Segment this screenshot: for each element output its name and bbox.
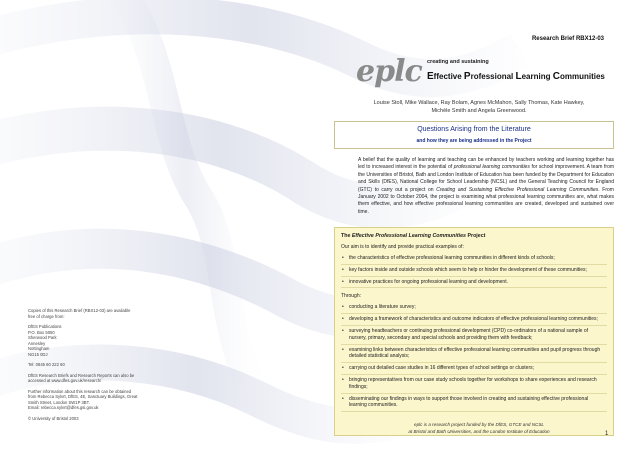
intro-text-3: . From January 2002 to October 2004, the project is examining what professional learning communities are, what makes them effective, and how effective professional learning communities are created, developed and sustained over time. [358,186,614,215]
questions-title: Questions Arising from the Literature [417,126,531,133]
list-item: • carrying out detailed case studies in 16 different types of school settings or clusters; [341,365,607,375]
questions-box [334,121,614,149]
authors-line-2: Michèle Smith and Angela Greenwood. [431,108,527,114]
address-line: DfES Publications [28,324,62,329]
list-item: • developing a framework of characteristics and outcome indicators of effective professional learning communities; [341,316,607,326]
title-cap-l: L [515,71,522,82]
title-rest-l: earning [521,72,553,81]
eplc-logo: eplc [356,54,422,89]
questions-subtitle: and how they are being addressed in the Project [416,138,532,144]
list-item: • innovative practices for ongoing professional learning and development. [341,279,607,289]
list-item: • surveying headteachers or continuing professional development (CPD) co-ordinators of a national sample of nursery, primary, secondary and special schools and providing them with feedback; [341,328,607,345]
web-access-text: DfES Research Briefs and Research Reports can also be accessed at www.dfes.gov.uk/research/ [28,372,135,383]
authors-line-1: Louise Stoll, Mike Wallace, Ray Bolam, Agnes McMahon, Sally Thomas, Kate Hawkey, [373,100,585,106]
logo-project-title [427,71,605,82]
footer-line-2: at Bristol and Bath Universities, and the London Institute of Education [408,429,550,434]
further-info-text: Further information about this research can be obtained from Rebecca Sylvrt, DfES, 4E, Sanctuary Buildings, Great Smith Street, London SW1P 3BT. [28,388,138,405]
intro-paragraph [358,157,614,216]
copies-text: Copies of this Research Brief (RBX12-03) are available free of charge from: [28,308,131,319]
intro-text-2: for school improvement. A team from the Universities of Bristol, Bath and London Institute of Education has been funded by the Department for Education and Skills (DfES), National College for School Leadership (NCSL) and the General Teaching Council for England (GTC) to carry out a project on [358,164,615,193]
project-heading-pre: The [341,233,352,239]
page-number: 1 [605,431,609,437]
title-rest-p: rofessional [470,72,516,81]
list-item: • the characteristics of effective professional learning communities in different kinds of schools; [341,255,607,265]
project-heading [341,233,607,239]
project-heading-em: Effective Professional Learning Communities [351,233,466,239]
list-item: • key factors inside and outside schools which seem to help or hinder the development of these communities; [341,267,607,277]
title-cap-p: P [463,71,471,82]
address-block [28,324,138,357]
title-rest-c: ommunities [559,72,605,81]
title-cap-c: C [552,71,560,82]
project-box [334,227,614,436]
address-line: Nottingham [28,346,50,351]
address-line: NG15 0DJ [28,351,48,357]
list-item: • disseminating our findings in ways to support those involved in creating and sustaining effective professional learning communities. [341,396,607,413]
address-line: P.O. Box 5050 [28,329,55,335]
author-list [344,99,614,115]
copyright: © University of Bristol 2003 [28,415,79,421]
intro-text-1: A belief that the quality of learning and teaching can be enhanced by teachers working and learning together has led to increased interest in the potential of [358,157,614,171]
address-line: Annesley [28,340,46,346]
project-through: Through: [341,293,362,300]
aims-list [341,255,607,288]
telephone: Tel: 0845 60 222 60 [28,362,65,367]
footer-line-1: eplc is a research project funded by the DfES, GTCE and NCSL [414,422,544,427]
address-line: Sherwood Park [28,335,57,340]
intro-em-2: Creating and Sustaining Effective Professional Learning Communities [436,186,599,193]
list-item: • bringing representatives from our case study schools together for workshops to share experiences and research findings; [341,377,607,394]
list-item: • examining links between characteristics of effective professional learning communities and pupil progress through detailed statistical analysis; [341,347,607,364]
email-link[interactable]: Email: rebecca.sylvrt@dfes.gsi.gov.uk [28,405,99,410]
project-heading-post: Project [466,233,486,239]
methods-list [341,304,607,412]
research-brief-id: Research Brief RBX12-03 [531,36,604,42]
logo-tagline: creating and sustaining [427,59,489,65]
ordering-info [28,308,138,421]
list-item: • conducting a literature survey; [341,304,607,314]
title-rest-e: ffective [433,72,464,81]
page-footer [344,421,614,435]
project-aim: Our aim is to identify and provide practical examples of: [341,244,464,250]
title-cap-e: E [427,71,434,82]
intro-em-1: professional learning communities [453,164,530,171]
